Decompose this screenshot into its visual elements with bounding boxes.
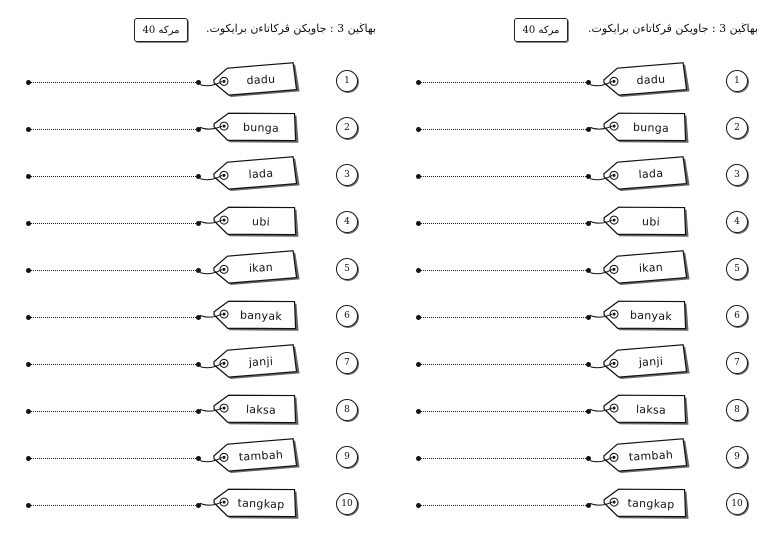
match-row bbox=[390, 344, 750, 384]
match-row bbox=[390, 109, 750, 149]
item-number-badge bbox=[726, 493, 748, 515]
item-number-badge bbox=[336, 117, 358, 139]
word-tag bbox=[589, 249, 691, 288]
tag-word: janji bbox=[248, 354, 274, 369]
word-tag bbox=[589, 109, 690, 146]
line-start-dot bbox=[416, 456, 421, 461]
tag-word: ikan bbox=[638, 260, 664, 275]
match-row bbox=[0, 250, 360, 290]
match-row bbox=[390, 438, 750, 478]
answer-line[interactable] bbox=[28, 223, 198, 224]
match-row bbox=[390, 485, 750, 525]
item-number-badge bbox=[726, 211, 748, 233]
answer-line[interactable] bbox=[28, 129, 198, 130]
line-start-dot bbox=[416, 503, 421, 508]
item-number-badge bbox=[726, 117, 748, 139]
line-start-dot bbox=[26, 503, 31, 508]
tag-word: ubi bbox=[641, 214, 661, 229]
tag-word: banyak bbox=[629, 308, 673, 323]
item-number-badge bbox=[336, 493, 358, 515]
answer-line[interactable] bbox=[28, 317, 198, 318]
item-number: 9 bbox=[734, 452, 740, 462]
match-row bbox=[0, 485, 360, 525]
line-start-dot bbox=[26, 456, 31, 461]
line-start-dot bbox=[416, 268, 421, 273]
tag-word: tambah bbox=[238, 447, 284, 464]
marks-label: 40 مركه bbox=[142, 24, 180, 36]
item-number-badge bbox=[336, 211, 358, 233]
match-row bbox=[0, 344, 360, 384]
item-number-badge bbox=[336, 70, 358, 92]
item-number-badge bbox=[726, 352, 748, 374]
word-tag bbox=[199, 391, 300, 428]
match-row bbox=[0, 203, 360, 243]
line-start-dot bbox=[26, 362, 31, 367]
match-row bbox=[390, 203, 750, 243]
line-start-dot bbox=[26, 127, 31, 132]
word-tag bbox=[199, 297, 300, 334]
match-row bbox=[0, 391, 360, 431]
item-number: 7 bbox=[344, 358, 350, 368]
section-header bbox=[134, 18, 384, 42]
line-start-dot bbox=[416, 409, 421, 414]
item-number: 4 bbox=[344, 217, 350, 227]
word-tag bbox=[589, 437, 691, 476]
item-number: 2 bbox=[344, 123, 350, 133]
match-row bbox=[390, 156, 750, 196]
instruction-text: بهاڬين 3 : جاويکن ڤرکاتاءن برايکوت. bbox=[587, 22, 758, 35]
line-start-dot bbox=[26, 409, 31, 414]
word-tag bbox=[199, 343, 301, 382]
word-tag bbox=[199, 61, 301, 100]
word-tag bbox=[589, 61, 691, 100]
item-number: 5 bbox=[344, 264, 350, 274]
item-number: 5 bbox=[734, 264, 740, 274]
item-number: 1 bbox=[344, 76, 350, 86]
match-row bbox=[0, 62, 360, 102]
answer-line[interactable] bbox=[28, 364, 198, 365]
match-row bbox=[0, 156, 360, 196]
line-start-dot bbox=[26, 174, 31, 179]
answer-line[interactable] bbox=[28, 176, 198, 177]
word-tag bbox=[589, 485, 690, 522]
answer-line[interactable] bbox=[418, 458, 588, 459]
item-number: 3 bbox=[344, 170, 350, 180]
answer-line[interactable] bbox=[28, 411, 198, 412]
word-tag bbox=[199, 485, 300, 522]
word-tag bbox=[589, 297, 690, 334]
tag-word: dadu bbox=[246, 72, 276, 87]
item-number-badge bbox=[726, 305, 748, 327]
worksheet-panel-right bbox=[384, 0, 768, 543]
match-row bbox=[390, 297, 750, 337]
line-start-dot bbox=[416, 362, 421, 367]
word-tag bbox=[589, 343, 691, 382]
tag-word: banyak bbox=[239, 308, 283, 323]
line-start-dot bbox=[26, 221, 31, 226]
line-start-dot bbox=[416, 221, 421, 226]
tag-word: ubi bbox=[251, 214, 271, 229]
item-number: 3 bbox=[734, 170, 740, 180]
item-number: 9 bbox=[344, 452, 350, 462]
tag-word: bunga bbox=[632, 120, 670, 135]
line-start-dot bbox=[416, 80, 421, 85]
line-start-dot bbox=[26, 80, 31, 85]
item-number: 10 bbox=[731, 499, 743, 509]
match-row bbox=[0, 109, 360, 149]
word-tag bbox=[589, 203, 690, 240]
answer-line[interactable] bbox=[28, 458, 198, 459]
answer-line[interactable] bbox=[418, 317, 588, 318]
answer-line[interactable] bbox=[418, 82, 588, 83]
match-row bbox=[0, 297, 360, 337]
line-start-dot bbox=[416, 127, 421, 132]
answer-line[interactable] bbox=[418, 505, 588, 506]
marks-box bbox=[134, 18, 188, 42]
tag-word: laksa bbox=[245, 402, 277, 417]
item-number: 7 bbox=[734, 358, 740, 368]
instruction-text: بهاڬين 3 : جاويکن ڤرکاتاءن برايکوت. bbox=[205, 22, 376, 35]
answer-line[interactable] bbox=[418, 176, 588, 177]
item-number-badge bbox=[726, 258, 748, 280]
answer-line[interactable] bbox=[28, 82, 198, 83]
tag-word: dadu bbox=[636, 72, 666, 87]
word-tag bbox=[589, 155, 691, 194]
marks-box bbox=[514, 18, 568, 42]
section-header bbox=[514, 18, 768, 42]
tag-word: laksa bbox=[635, 402, 667, 417]
item-number: 8 bbox=[344, 405, 350, 415]
item-number-badge bbox=[336, 399, 358, 421]
answer-line[interactable] bbox=[418, 270, 588, 271]
answer-line[interactable] bbox=[418, 129, 588, 130]
answer-line[interactable] bbox=[28, 505, 198, 506]
marks-label: 40 مركه bbox=[522, 24, 560, 36]
item-number-badge bbox=[336, 164, 358, 186]
item-number: 1 bbox=[734, 76, 740, 86]
item-number: 6 bbox=[344, 311, 350, 321]
word-tag bbox=[199, 155, 301, 194]
line-start-dot bbox=[416, 315, 421, 320]
line-start-dot bbox=[26, 268, 31, 273]
item-number-badge bbox=[336, 305, 358, 327]
match-row bbox=[390, 391, 750, 431]
item-number-badge bbox=[336, 258, 358, 280]
tag-word: tangkap bbox=[627, 496, 675, 511]
tag-word: tambah bbox=[628, 447, 674, 464]
item-number: 8 bbox=[734, 405, 740, 415]
answer-line[interactable] bbox=[28, 270, 198, 271]
word-tag bbox=[199, 109, 300, 146]
word-tag bbox=[199, 437, 301, 476]
item-number-badge bbox=[726, 446, 748, 468]
answer-line[interactable] bbox=[418, 364, 588, 365]
tag-word: lada bbox=[638, 166, 664, 181]
word-tag bbox=[589, 391, 690, 428]
match-row bbox=[0, 438, 360, 478]
tag-word: bunga bbox=[242, 120, 280, 135]
match-row bbox=[390, 250, 750, 290]
item-number-badge bbox=[336, 352, 358, 374]
answer-line[interactable] bbox=[418, 411, 588, 412]
item-number: 4 bbox=[734, 217, 740, 227]
item-number-badge bbox=[726, 399, 748, 421]
item-number: 10 bbox=[341, 499, 353, 509]
item-number-badge bbox=[726, 164, 748, 186]
match-row bbox=[390, 62, 750, 102]
item-number: 2 bbox=[734, 123, 740, 133]
line-start-dot bbox=[26, 315, 31, 320]
tag-word: ikan bbox=[248, 260, 274, 275]
item-number-badge bbox=[726, 70, 748, 92]
tag-word: janji bbox=[638, 354, 664, 369]
tag-word: lada bbox=[248, 166, 274, 181]
tag-word: tangkap bbox=[237, 496, 285, 511]
item-number-badge bbox=[336, 446, 358, 468]
answer-line[interactable] bbox=[418, 223, 588, 224]
word-tag bbox=[199, 203, 300, 240]
item-number: 6 bbox=[734, 311, 740, 321]
line-start-dot bbox=[416, 174, 421, 179]
word-tag bbox=[199, 249, 301, 288]
